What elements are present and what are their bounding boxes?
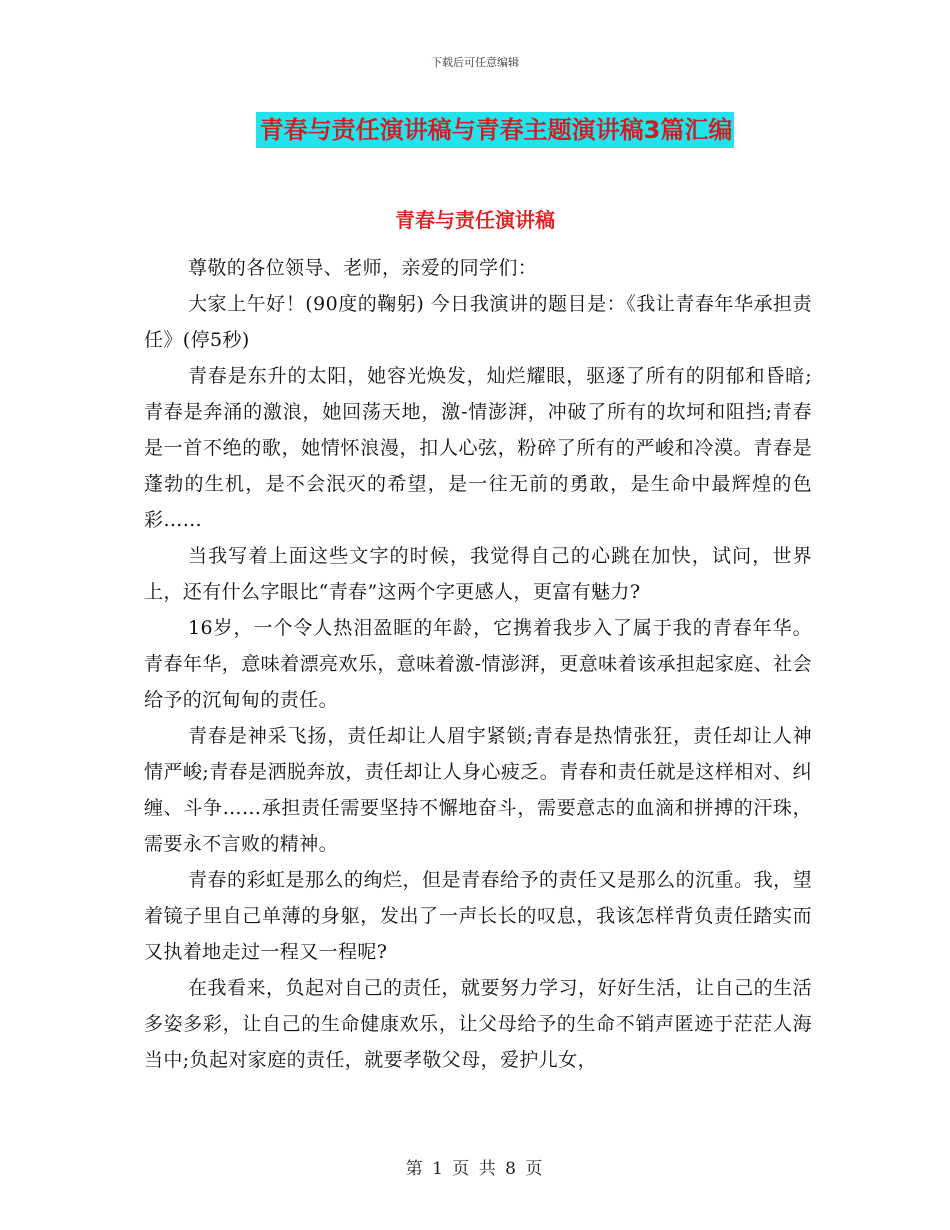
paragraph: 大家上午好！(90度的鞠躬) 今日我演讲的题目是：《我让青春年华承担责任》(停5秒) bbox=[144, 293, 812, 351]
paragraph: 青春是神采飞扬，责任却让人眉宇紧锁;青春是热情张狂，责任却让人神情严峻;青春是洒脱奔放，责任却让人身心疲乏。青春和责任就是这样相对、纠缠、斗争……承担责任需要坚持不懈地奋斗，需要意志的血滴和拼搏的汗珠，需要永不言败的精神。 bbox=[144, 725, 812, 855]
document-title: 青春与责任演讲稿与青春主题演讲稿3篇汇编 bbox=[256, 112, 735, 148]
section-title: 青春与责任演讲稿 bbox=[395, 208, 555, 232]
paragraph: 青春的彩虹是那么的绚烂，但是青春给予的责任又是那么的沉重。我，望着镜子里自己单薄的身躯，发出了一声长长的叹息，我该怎样背负责任踏实而又执着地走过一程又一程呢? bbox=[144, 869, 812, 963]
paragraph: 在我看来，负起对自己的责任，就要努力学习，好好生活，让自己的生活多姿多彩，让自己的生命健康欢乐，让父母给予的生命不销声匿迹于茫茫人海当中;负起对家庭的责任，就要孝敬父母，爱护儿女， bbox=[144, 977, 812, 1071]
page-header-note: 下载后可任意编辑 bbox=[431, 56, 519, 69]
paragraph: 当我写着上面这些文字的时候，我觉得自己的心跳在加快，试问，世界上，还有什么字眼比“青春”这两个字更感人，更富有魅力? bbox=[144, 545, 812, 603]
document-body bbox=[144, 250, 812, 1078]
page-footer: 第 1 页 共 8 页 bbox=[405, 1159, 545, 1179]
paragraph: 尊敬的各位领导、老师，亲爱的同学们： bbox=[188, 257, 538, 279]
paragraph: 青春是东升的太阳，她容光焕发，灿烂耀眼，驱逐了所有的阴郁和昏暗;青春是奔涌的激浪，她回荡天地，激-情澎湃，冲破了所有的坎坷和阻挡;青春是一首不绝的歌，她情怀浪漫，扣人心弦，粉碎了所有的严峻和冷漠。青春是蓬勃的生机，是不会泯灭的希望，是一往无前的勇敢，是生命中最辉煌的色彩…… bbox=[144, 365, 812, 531]
document-title-wrapper bbox=[0, 112, 950, 148]
paragraph: 16岁，一个令人热泪盈眶的年龄，它携着我步入了属于我的青春年华。青春年华，意味着漂亮欢乐，意味着激-情澎湃，更意味着该承担起家庭、社会给予的沉甸甸的责任。 bbox=[144, 617, 812, 711]
